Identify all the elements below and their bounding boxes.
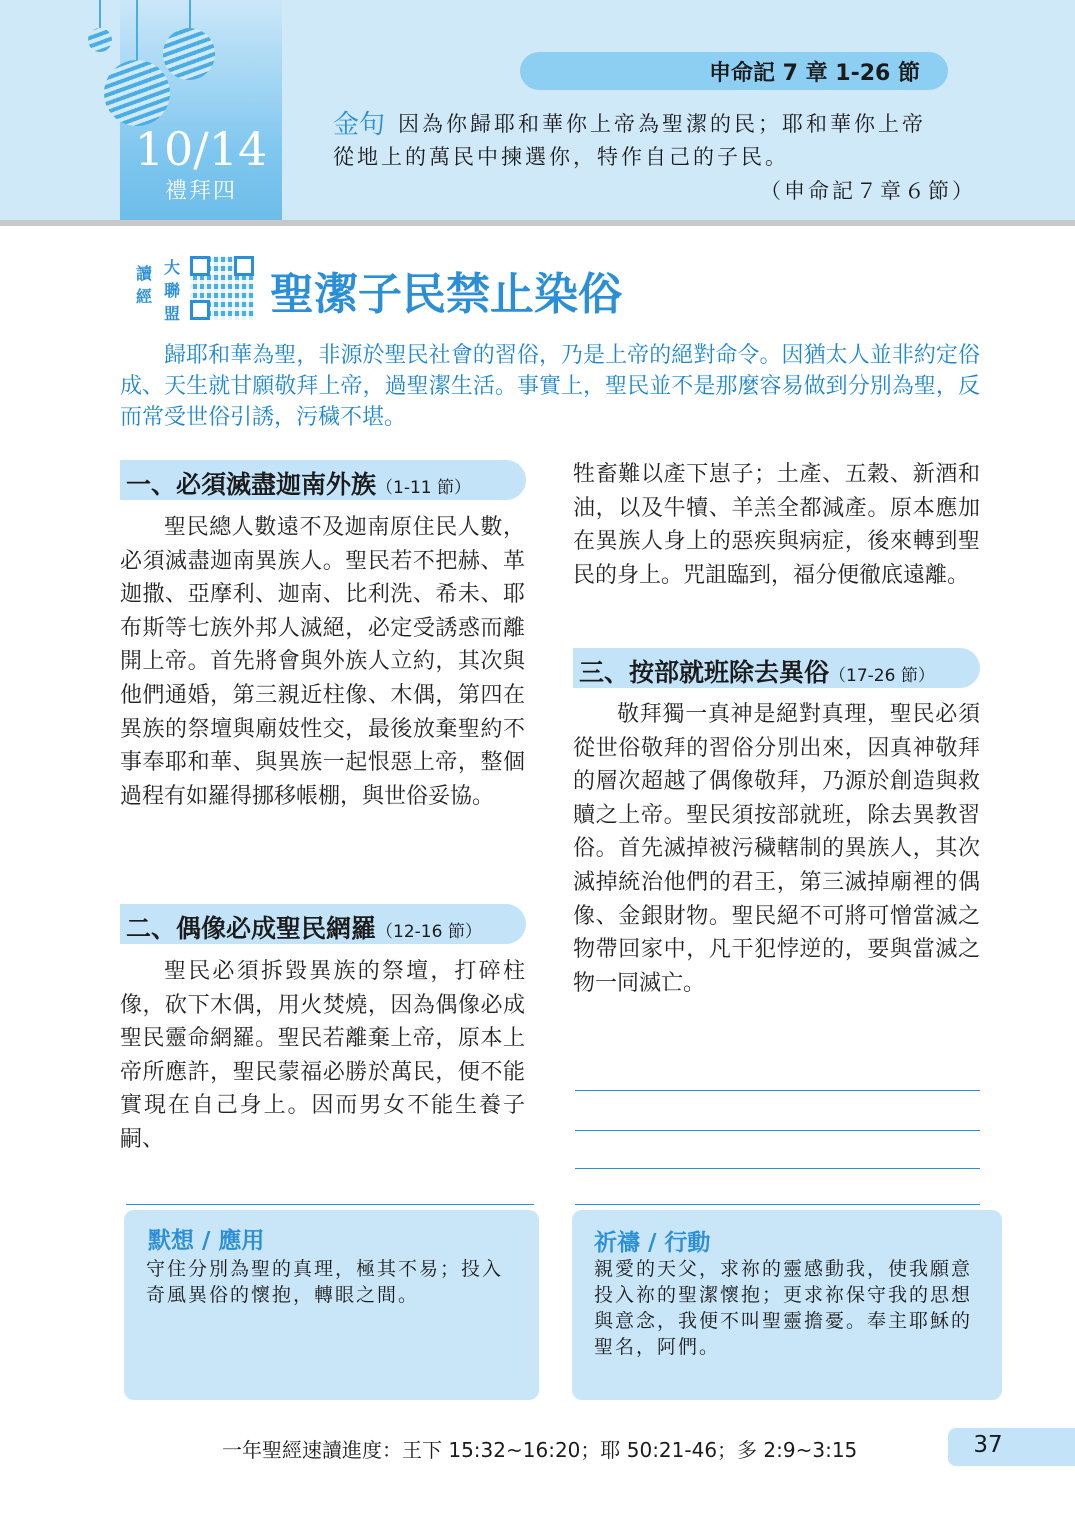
- intro-paragraph: 歸耶和華為聖，非源於聖民社會的習俗，乃是上帝的絕對命令。因猶太人並非約定俗成、天生就甘願敬拜上帝，過聖潔生活。事實上，聖民並不是那麼容易做到分別為聖，反而常受世俗引誘，污穢不堪。: [120, 343, 980, 430]
- section-2-paragraph: 聖民必須拆毀異族的祭壇，打碎柱像，砍下木偶，用火焚燒，因為偶像必成聖民靈命網羅。聖民若離棄上帝，原本上帝所應許，聖民蒙福必勝於萬民，便不能實現在自己身上。因而男女不能生養子嗣、: [120, 959, 525, 1152]
- note-line: [575, 1090, 980, 1091]
- section-1-title: 一、必須滅盡迦南外族: [126, 470, 377, 499]
- date-label: 10/14: [134, 122, 268, 176]
- section-3-body: [573, 698, 980, 1000]
- meditation-title: 默想 / 應用: [148, 1228, 265, 1254]
- section-2-title: 二、偶像必成聖民網羅: [126, 914, 377, 943]
- page-title: 聖潔子民禁止染俗: [270, 269, 622, 320]
- label-read-bible: 讀經: [136, 264, 153, 306]
- section-2-continuation-paragraph: 牲畜難以產下崽子；土產、五穀、新酒和油，以及牛犢、羊羔全都減產。原本應加在異族人身上的惡疾與病症，後來轉到聖民的身上。咒詛臨到，福分便徹底遠離。: [573, 462, 980, 588]
- reading-progress: 一年聖經速讀進度：王下 15:32~16:20；耶 50:21-46；多 2:9~3:15: [222, 1438, 858, 1462]
- prayer-text: 親愛的天父，求祢的靈感動我，使我願意投入祢的聖潔懷抱；更求祢保守我的思想與意念，我便不叫聖靈擔憂。奉主耶穌的聖名，阿們。: [594, 1258, 973, 1358]
- section-2-body: [120, 955, 525, 1157]
- section-3-range: （17-26 節）: [829, 666, 935, 686]
- header-divider: [0, 220, 1075, 226]
- section-2-continuation: [573, 458, 980, 592]
- golden-verse-line-2: 從地上的萬民中揀選你，特作自己的子民。: [333, 145, 789, 169]
- golden-verse-source: （申命記７章６節）: [760, 179, 976, 203]
- label-league: 大聯盟: [164, 258, 181, 323]
- section-3-title: 三、按部就班除去異俗: [579, 658, 830, 687]
- meditation-text: 守住分別為聖的真理，極其不易；投入奇風異俗的懷抱，轉眼之間。: [146, 1258, 504, 1306]
- weekday-label: 禮拜四: [164, 179, 237, 204]
- section-1-paragraph: 聖民總人數遠不及迦南原住民人數，必須滅盡迦南異族人。聖民若不把赫、革迦撒、亞摩利、迦南、比利洗、希未、耶布斯等七族外邦人滅絕，必定受誘惑而離開上帝。首先將會與外族人立約，其次與他們通婚，第三親近柱像、木偶，第四在異族的祭壇與廟妓性交，最後放棄聖約不事奉耶和華、與異族一起恨惡上帝，整個過程有如羅得挪移帳棚，與世俗妥協。: [120, 515, 525, 809]
- section-2-range: （12-16 節）: [376, 922, 482, 942]
- prayer-title: 祈禱 / 行動: [594, 1230, 711, 1256]
- divider-line: [126, 1204, 534, 1205]
- divider-line: [575, 1204, 980, 1205]
- qr-code-icon[interactable]: [190, 256, 254, 320]
- golden-verse-line-1: 因為你歸耶和華你上帝為聖潔的民；耶和華你上帝: [398, 112, 926, 136]
- section-2-heading: [126, 909, 482, 945]
- note-line: [575, 1168, 980, 1169]
- section-1-range: （1-11 節）: [376, 478, 472, 498]
- section-1-body: [120, 511, 525, 813]
- note-line: [575, 1130, 980, 1131]
- section-1-heading: [126, 465, 471, 501]
- golden-verse-label: 金句: [333, 110, 386, 140]
- section-3-paragraph: 敬拜獨一真神是絕對真理，聖民必須從世俗敬拜的習俗分別出來，因真神敬拜的層次超越了偶像敬拜，乃源於創造與救贖之上帝。聖民須按部就班，除去異教習俗。首先滅掉被污穢轄制的異族人，其次滅掉統治他們的君王，第三滅掉廟裡的偶像、金銀財物。聖民絕不可將可憎當滅之物帶回家中，凡干犯悖逆的，要與當滅之物一同滅亡。: [573, 702, 980, 996]
- section-3-heading: [579, 653, 935, 689]
- scripture-ref: 申命記 7 章 1-26 節: [709, 61, 920, 86]
- page-number: 37: [973, 1432, 1003, 1458]
